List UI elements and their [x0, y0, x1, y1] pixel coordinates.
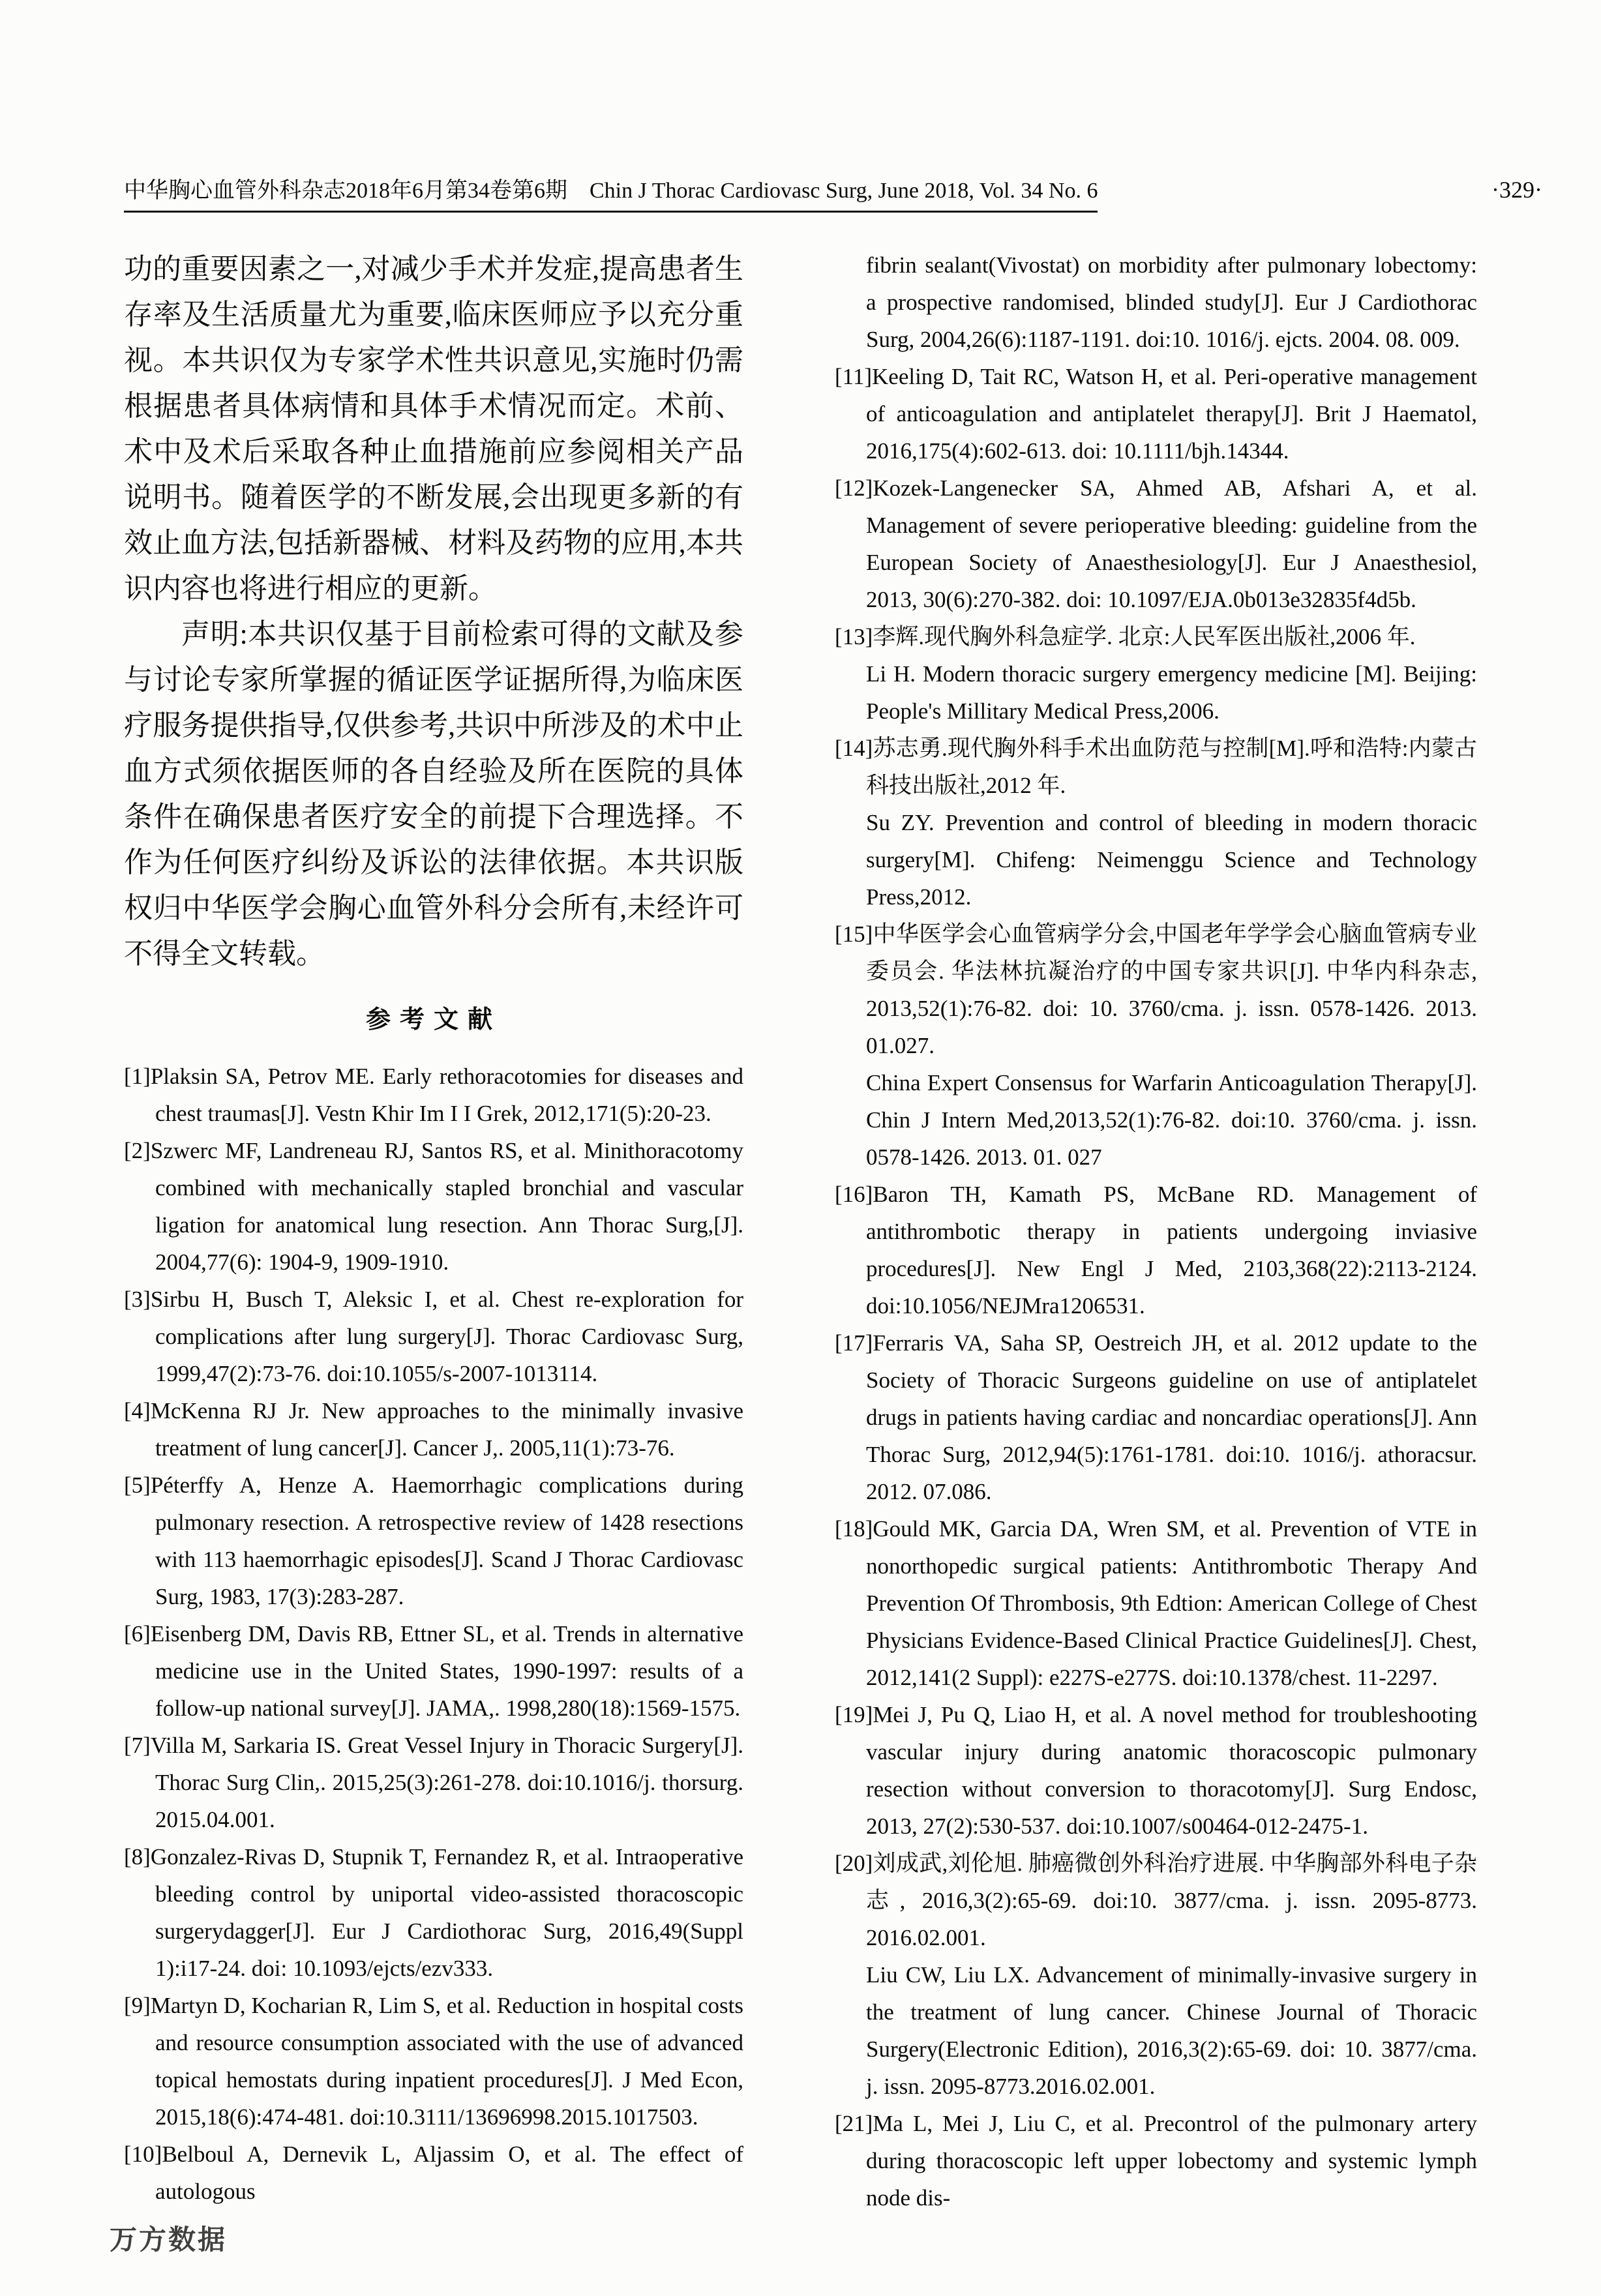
reference-item — [124, 1467, 743, 1615]
reference-item — [835, 1176, 1477, 1324]
reference-text: China Expert Consensus for Warfarin Anticoagulation Therapy[J]. Chin J Intern Med,2013,52(1):76-82. doi:10. 3760/cma. j. issn. 0578-1426. 2013. 01. 027 — [866, 1070, 1477, 1170]
reference-item — [835, 1324, 1477, 1510]
reference-item — [835, 655, 1477, 730]
reference-item — [124, 1058, 743, 1132]
journal-title-en: Chin J Thorac Cardiovasc Surg, June 2018, Vol. 34 No. 6 — [590, 179, 1098, 203]
reference-text: Belboul A, Dernevik L, Aljassim O, et al. The effect of autologous — [155, 2141, 743, 2204]
reference-number: [19] — [835, 1702, 873, 1727]
two-column-body — [124, 246, 1477, 2216]
reference-item — [835, 246, 1477, 358]
reference-list-right — [835, 246, 1477, 2216]
reference-text: Szwerc MF, Landreneau RJ, Santos RS, et al. Minithoracotomy combined with mechanically stapled bronchial and vascular ligation for anatomical lung resection. Ann Thorac Surg,[J]. 2004,77(6): 1904-9, 1909-1910. — [150, 1138, 743, 1275]
reference-item — [835, 1956, 1477, 2105]
reference-text: 苏志勇.现代胸外科手术出血防范与控制[M].呼和浩特:内蒙古科技出版社,2012 年. — [866, 736, 1477, 798]
reference-item — [124, 2136, 743, 2210]
reference-text: Ma L, Mei J, Liu C, et al. Precontrol of the pulmonary artery during thoracoscopic left upper lobectomy and systemic lymph node dis- — [866, 2111, 1477, 2211]
reference-number: [18] — [835, 1516, 873, 1542]
reference-item — [835, 804, 1477, 916]
reference-number: [12] — [835, 475, 873, 501]
reference-number: [14] — [835, 736, 873, 761]
reference-number: [4] — [124, 1398, 151, 1424]
reference-item — [835, 730, 1477, 804]
page-header — [124, 176, 1542, 213]
reference-text: Kozek-Langenecker SA, Ahmed AB, Afshari A, et al. Management of severe perioperative bleeding: guideline from the European Society of Anaesthesiology[J]. Eur J Anaesthesiol, 2013, 30(6):270-382. doi: 10.1097/EJA.0b013e32835f4d5b. — [866, 475, 1477, 612]
reference-number: [10] — [124, 2141, 162, 2167]
body-paragraph-continuation: 功的重要因素之一,对减少手术并发症,提高患者生存率及生活质量尤为重要,临床医师应予以充分重视。本共识仅为专家学术性共识意见,实施时仍需根据患者具体病情和具体手术情况而定。术前、术中及术后采取各种止血措施前应参阅相关产品说明书。随着医学的不断发展,会出现更多新的有效止血方法,包括新器械、材料及药物的应用,本共识内容也将进行相应的更新。 — [124, 253, 743, 604]
right-column — [835, 246, 1477, 2216]
reference-number: [20] — [835, 1851, 873, 1876]
reference-text: Mei J, Pu Q, Liao H, et al. A novel method for troubleshooting vascular injury during anatomic thoracoscopic pulmonary resection without conversion to thoracotomy[J]. Surg Endosc, 2013, 27(2):530-537. doi:10.1007/s00464-012-2475-1. — [866, 1702, 1477, 1839]
reference-number: [16] — [835, 1182, 873, 1207]
reference-item — [835, 1064, 1477, 1176]
reference-text: Liu CW, Liu LX. Advancement of minimally-invasive surgery in the treatment of lung cancer. Chinese Journal of Thoracic Surgery(Electronic Edition), 2016,3(2):65-69. doi: 10. 3877/cma. j. issn. 2095-8773.2016.02.001. — [866, 1962, 1477, 2099]
wanfang-data-watermark: 万方数据 — [110, 2224, 228, 2255]
reference-item — [835, 618, 1477, 655]
reference-number: [5] — [124, 1472, 151, 1498]
reference-item — [835, 2105, 1477, 2216]
reference-number: [9] — [124, 1993, 151, 2018]
reference-text: 中华医学会心血管病学分会,中国老年学学会心脑血管病专业委员会. 华法林抗凝治疗的中国专家共识[J]. 中华内科杂志, 2013,52(1):76-82. doi: 10. 3760/cma. j. issn. 0578-1426. 2013. 01.027. — [866, 921, 1477, 1058]
reference-number: [11] — [835, 364, 873, 389]
left-column — [124, 246, 743, 2216]
reference-text: 李辉.现代胸外科急症学. 北京:人民军医出版社,2006 年. — [873, 624, 1416, 649]
reference-item — [124, 1132, 743, 1281]
reference-item — [124, 1281, 743, 1392]
reference-number: [1] — [124, 1064, 151, 1089]
reference-text: Plaksin SA, Petrov ME. Early rethoracotomies for diseases and chest traumas[J]. Vestn Khir Im I I Grek, 2012,171(5):20-23. — [150, 1064, 743, 1126]
reference-text: Keeling D, Tait RC, Watson H, et al. Peri-operative management of anticoagulation and antiplatelet therapy[J]. Brit J Haematol, 2016,175(4):602-613. doi: 10.1111/bjh.14344. — [866, 364, 1477, 464]
reference-text: McKenna RJ Jr. New approaches to the minimally invasive treatment of lung cancer[J]. Cancer J,. 2005,11(1):73-76. — [150, 1398, 743, 1461]
statement-paragraph: 声明:本共识仅基于目前检索可得的文献及参与讨论专家所掌握的循证医学证据所得,为临床医疗服务提供指导,仅供参考,共识中所涉及的术中止血方式须依据医师的各自经验及所在医院的具体条件在确保患者医疗安全的前提下合理选择。不作为任何医疗纠纷及诉讼的法律依据。本共识版权归中华医学会胸心血管外科分会所有,未经许可不得全文转载。 — [124, 618, 743, 970]
page-number: ·329· — [1491, 177, 1542, 203]
reference-text: Baron TH, Kamath PS, McBane RD. Management of antithrombotic therapy in patients undergoing inviasive procedures[J]. New Engl J Med, 2103,368(22):2113-2124. doi:10.1056/NEJMra1206531. — [866, 1182, 1477, 1319]
reference-item — [835, 916, 1477, 1064]
reference-text: Péterffy A, Henze A. Haemorrhagic complications during pulmonary resection. A retrospective review of 1428 resections with 113 haemorrhagic episodes[J]. Scand J Thorac Cardiovasc Surg, 1983, 17(3):283-287. — [150, 1472, 743, 1609]
reference-text: Li H. Modern thoracic surgery emergency medicine [M]. Beijing: People's Millitary Medical Press,2006. — [866, 661, 1477, 724]
reference-number: [6] — [124, 1621, 151, 1647]
reference-text: Ferraris VA, Saha SP, Oestreich JH, et al. 2012 update to the Society of Thoracic Surgeons guideline on use of antiplatelet drugs in patients having cardiac and noncardiac operations[J]. Ann Thorac Surg, 2012,94(5):1761-1781. doi:10. 1016/j. athoracsur. 2012. 07.086. — [866, 1330, 1477, 1504]
journal-title-cn: 中华胸心血管外科杂志2018年6月第34卷第6期 — [124, 179, 567, 203]
reference-text: Eisenberg DM, Davis RB, Ettner SL, et al. Trends in alternative medicine use in the United States, 1990-1997: results of a follow-up national survey[J]. JAMA,. 1998,280(18):1569-1575. — [150, 1621, 743, 1721]
reference-item — [124, 1727, 743, 1838]
journal-header — [124, 177, 1098, 213]
reference-item — [124, 1838, 743, 1987]
reference-item — [835, 1845, 1477, 1956]
reference-text: Sirbu H, Busch T, Aleksic I, et al. Chest re-exploration for complications after lung surgery[J]. Thorac Cardiovasc Surg, 1999,47(2):73-76. doi:10.1055/s-2007-1013114. — [150, 1287, 743, 1386]
reference-item — [124, 1987, 743, 2136]
reference-text: fibrin sealant(Vivostat) on morbidity after pulmonary lobectomy: a prospective randomised, blinded study[J]. Eur J Cardiothorac Surg, 2004,26(6):1187-1191. doi:10. 1016/j. ejcts. 2004. 08. 009. — [866, 252, 1477, 352]
reference-text: Gonzalez-Rivas D, Stupnik T, Fernandez R, et al. Intraoperative bleeding control by uniportal video-assisted thoracoscopic surgerydagger[J]. Eur J Cardiothorac Surg, 2016,49(Suppl 1):i17-24. doi: 10.1093/ejcts/ezv333. — [150, 1844, 743, 1981]
reference-number: [13] — [835, 624, 873, 649]
reference-text: Villa M, Sarkaria IS. Great Vessel Injury in Thoracic Surgery[J]. Thorac Surg Clin,. 2015,25(3):261-278. doi:10.1016/j. thorsurg. 2015.04.001. — [150, 1733, 743, 1832]
reference-number: [15] — [835, 921, 873, 947]
references-heading: 参考文献 — [365, 1006, 501, 1034]
reference-item — [124, 1392, 743, 1467]
reference-number: [8] — [124, 1844, 151, 1870]
reference-item — [835, 1696, 1477, 1845]
reference-number: [2] — [124, 1138, 151, 1163]
reference-item — [835, 470, 1477, 618]
reference-item — [124, 1615, 743, 1727]
reference-text: Gould MK, Garcia DA, Wren SM, et al. Prevention of VTE in nonorthopedic surgical patients: Antithrombotic Therapy And Prevention Of Thrombosis, 9th Edtion: American College of Chest Physicians Evidence-Based Clinical Practice Guidelines[J]. Chest, 2012,141(2 Suppl): e227S-e277S. doi:10.1378/chest. 11-2297. — [866, 1516, 1477, 1690]
reference-number: [3] — [124, 1287, 151, 1312]
reference-item — [835, 1510, 1477, 1696]
reference-number: [7] — [124, 1733, 151, 1758]
reference-text: 刘成武,刘伦旭. 肺癌微创外科治疗进展. 中华胸部外科电子杂志, 2016,3(2):65-69. doi:10. 3877/cma. j. issn. 2095-8773. 2016.02.001. — [866, 1851, 1477, 1950]
reference-number: [17] — [835, 1330, 873, 1356]
reference-text: Martyn D, Kocharian R, Lim S, et al. Reduction in hospital costs and resource consumption associated with the use of advanced topical hemostats during inpatient procedures[J]. J Med Econ, 2015,18(6):474-481. doi:10.3111/13696998.2015.1017503. — [150, 1993, 743, 2130]
reference-number: [21] — [835, 2111, 873, 2136]
reference-item — [835, 358, 1477, 470]
reference-text: Su ZY. Prevention and control of bleeding in modern thoracic surgery[M]. Chifeng: Neimenggu Science and Technology Press,2012. — [866, 810, 1477, 910]
reference-list-left — [124, 1058, 743, 2210]
